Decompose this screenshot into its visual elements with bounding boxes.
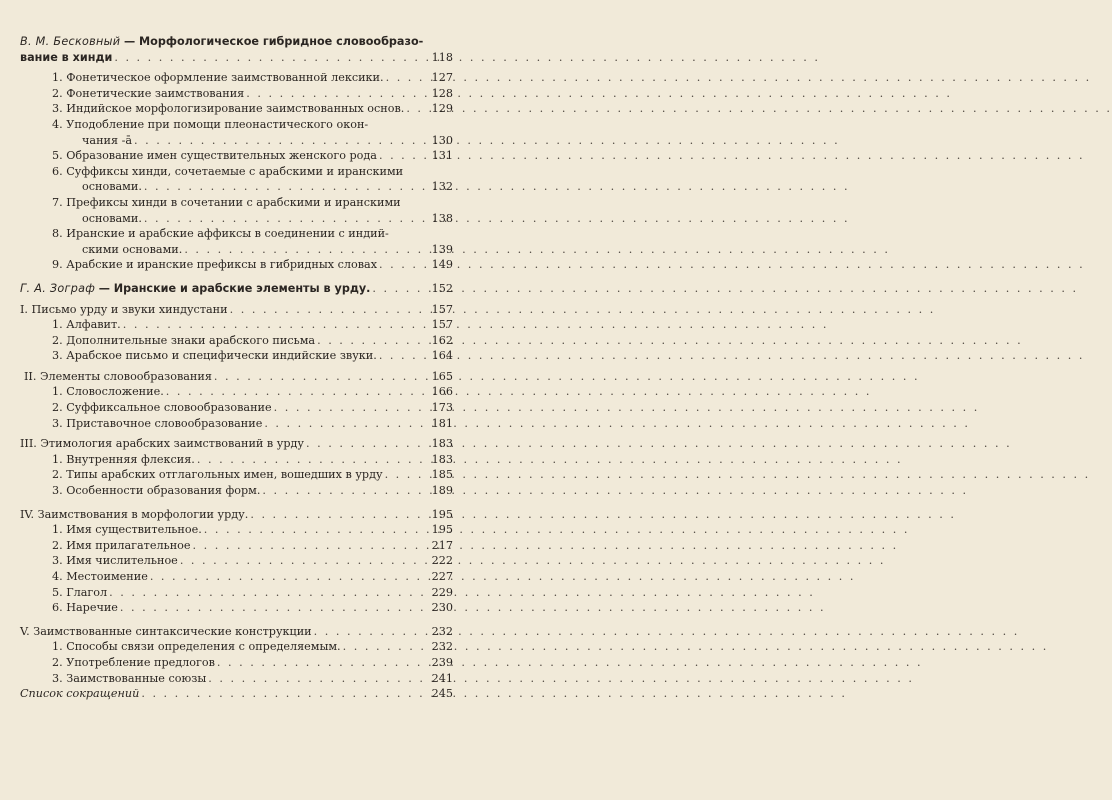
entry-text: 5. Образование имен существительных женского рода <box>52 149 377 163</box>
toc-entry <box>20 133 453 149</box>
toc-entry <box>20 655 453 671</box>
page-number: 157 <box>431 318 453 332</box>
toc-entry <box>20 416 453 432</box>
page-number: 165 <box>431 369 453 383</box>
entry-text: 1. Словосложение. <box>52 385 164 399</box>
toc-entry <box>20 639 453 655</box>
page-number: 139 <box>431 242 453 256</box>
toc-entry <box>20 553 453 569</box>
entry-text: II. Элементы словообразования <box>24 369 212 383</box>
leader-dots <box>217 655 429 671</box>
leader-dots <box>386 70 429 86</box>
page-number: 230 <box>431 601 453 615</box>
leader-dots <box>379 148 429 164</box>
page-number: 130 <box>431 133 453 147</box>
entry-text: 1. Имя существительное. <box>52 523 202 537</box>
page-number: 149 <box>431 258 453 272</box>
leader-dots <box>379 348 429 364</box>
page-number: 129 <box>431 102 453 116</box>
leader-dots <box>109 585 429 601</box>
leader-dots <box>134 133 429 149</box>
page-number: 166 <box>431 385 453 399</box>
leader-dots <box>314 624 429 640</box>
leader-dots <box>144 179 429 195</box>
toc-entry <box>20 211 453 227</box>
leader-dots <box>379 257 429 273</box>
page-number: 241 <box>431 671 453 685</box>
leader-dots <box>197 452 429 468</box>
leader-dots <box>180 553 429 569</box>
toc-entry <box>20 333 453 349</box>
leader-dots <box>208 671 429 687</box>
author-name: В. М. Бесковный <box>20 35 121 48</box>
page-number: 152 <box>431 281 453 295</box>
entry-text: III. Этимология арабских заимствований в урду <box>20 437 304 451</box>
toc-entry <box>20 686 453 702</box>
entry-text: 5. Глагол <box>52 585 108 599</box>
leader-dots <box>144 211 429 227</box>
page-number: 185 <box>431 468 453 482</box>
leader-dots <box>264 416 429 432</box>
entry-text: 1. Алфавит. <box>52 318 121 332</box>
toc-entry <box>20 101 453 117</box>
page-number: 195 <box>431 523 453 537</box>
page-number: 118 <box>431 50 453 64</box>
entry-text: 9. Арабские и иранские префиксы в гибридных словах <box>52 258 378 272</box>
leader-dots <box>214 369 429 385</box>
toc-entry <box>20 483 453 499</box>
entry-text: 3. Индийское морфологизирование заимствованных основ. <box>52 102 405 116</box>
leader-dots <box>120 600 429 616</box>
entry-text: основами. <box>82 180 142 194</box>
page-number: 227 <box>431 570 453 583</box>
entry-text: 3. Арабское письмо и специфически индийские звуки. <box>52 349 377 363</box>
page-number: 131 <box>431 149 453 163</box>
toc-entry <box>20 569 453 585</box>
entry-text: вание в хинди <box>20 50 113 64</box>
toc-chapter <box>20 369 453 385</box>
entry-text: 1. Внутренняя флексия. <box>52 452 195 466</box>
entry-text: 3. Приставочное словообразование <box>52 416 263 430</box>
entry-text: 1. Фонетическое оформление заимствованной лексики. <box>52 71 384 85</box>
page-number: 157 <box>431 302 453 316</box>
toc-entry <box>20 348 453 364</box>
leader-dots <box>184 242 429 258</box>
toc-chapter <box>20 507 453 523</box>
entry-text: 1. Способы связи определения с определяемым. <box>52 640 341 654</box>
toc-entry <box>20 585 453 601</box>
leader-dots <box>150 569 429 585</box>
leader-dots <box>141 686 429 702</box>
toc-entry <box>20 70 453 86</box>
toc-entry <box>20 522 453 538</box>
leader-dots <box>372 281 429 297</box>
page-number: 189 <box>431 484 453 498</box>
entry-text: 2. Суффиксальное словообразование <box>52 401 272 415</box>
entry-text: 2. Фонетические заимствования <box>52 86 245 100</box>
page-number: 164 <box>431 349 453 363</box>
toc-entry <box>20 467 453 483</box>
entry-text: 3. Особенности образования форм. <box>52 484 261 498</box>
leader-dots <box>114 50 429 66</box>
leader-dots <box>262 483 429 499</box>
toc-entry <box>20 600 453 616</box>
entry-text: Список сокращений <box>20 687 140 701</box>
entry-text: 6. Наречие <box>52 601 118 615</box>
toc-entry <box>20 671 453 687</box>
leader-dots <box>385 467 429 483</box>
entry-text: 6. Суффиксы хинди, сочетаемые с арабскими и иранскими <box>52 164 404 178</box>
toc-entry <box>20 148 453 164</box>
toc-entry <box>20 317 453 333</box>
page-number: 128 <box>431 86 453 100</box>
page-number: 229 <box>431 585 453 599</box>
entry-text: 3. Заимствованные союзы <box>52 671 207 685</box>
toc-entry <box>20 226 453 242</box>
entry-text: 2. Имя прилагательное <box>52 538 191 552</box>
toc-entry <box>20 86 453 102</box>
page-number: 183 <box>431 452 453 466</box>
toc-entry <box>20 195 453 211</box>
entry-text: чания -ā <box>82 133 133 147</box>
toc-entry <box>20 538 453 554</box>
toc-entry <box>20 400 453 416</box>
toc-entry <box>20 257 453 273</box>
entry-text: V. Заимствованные синтаксические конструкции <box>20 624 312 638</box>
leader-dots <box>204 522 429 538</box>
entry-text: 2. Типы арабских отглагольных имен, вошедших в урду <box>52 468 383 482</box>
page-number: 232 <box>431 640 453 654</box>
author-name: Г. А. Зограф <box>20 281 96 295</box>
entry-text: 4. Уподобление при помощи плеонастического окон- <box>52 117 369 131</box>
toc-entry <box>20 452 453 468</box>
section-title: — Иранские и арабские элементы в урду. <box>98 281 371 295</box>
page-number: 181 <box>431 416 453 430</box>
entry-text: 4. Местоимение <box>52 570 148 583</box>
toc-chapter <box>20 302 453 318</box>
page-number: 222 <box>431 554 453 568</box>
toc-entry <box>20 50 453 66</box>
leader-dots <box>406 101 429 117</box>
page-number: 183 <box>431 437 453 451</box>
entry-text: 7. Префиксы хинди в сочетании с арабскими и иранскими <box>52 195 401 209</box>
leader-dots <box>246 86 429 102</box>
page-number: 132 <box>431 180 453 194</box>
page-number: 195 <box>431 507 453 521</box>
leader-dots <box>193 538 429 554</box>
toc-entry <box>20 179 453 195</box>
entry-text: IV. Заимствования в морфологии урду. <box>20 507 249 521</box>
entry-text: скими основами. <box>82 242 183 256</box>
entry-text: I. Письмо урду и звуки хиндустани <box>20 302 228 316</box>
page-number: 217 <box>431 538 453 552</box>
page-number: 232 <box>431 624 453 638</box>
section-title: — Морфологическое гибридное словообразо- <box>123 35 424 48</box>
page-number: 127 <box>431 71 453 85</box>
toc-chapter <box>20 624 453 640</box>
toc-entry <box>20 117 453 133</box>
page-number: 245 <box>431 687 453 701</box>
leader-dots <box>250 507 429 523</box>
leader-dots <box>230 302 429 318</box>
toc-entry <box>20 242 453 258</box>
table-of-contents <box>0 0 479 800</box>
toc-chapter <box>20 436 453 452</box>
toc-author-heading <box>20 34 453 50</box>
entry-text: 8. Иранские и арабские аффиксы в соединении с индий- <box>52 227 389 241</box>
entry-text: 2. Дополнительные знаки арабского письма <box>52 333 316 347</box>
toc-author-heading <box>20 281 453 297</box>
leader-dots <box>306 436 429 452</box>
toc-entry <box>20 384 453 400</box>
leader-dots <box>166 384 429 400</box>
toc-entry <box>20 164 453 180</box>
entry-text: 2. Употребление предлогов <box>52 655 215 669</box>
leader-dots <box>123 317 429 333</box>
page-number: 239 <box>431 655 453 669</box>
page-number: 138 <box>431 211 453 225</box>
leader-dots <box>274 400 429 416</box>
entry-text: основами. <box>82 211 142 225</box>
entry-text: 3. Имя числительное <box>52 554 178 568</box>
leader-dots <box>317 333 429 349</box>
page-number: 173 <box>431 401 453 415</box>
page-number: 162 <box>431 333 453 347</box>
leader-dots <box>343 639 429 655</box>
